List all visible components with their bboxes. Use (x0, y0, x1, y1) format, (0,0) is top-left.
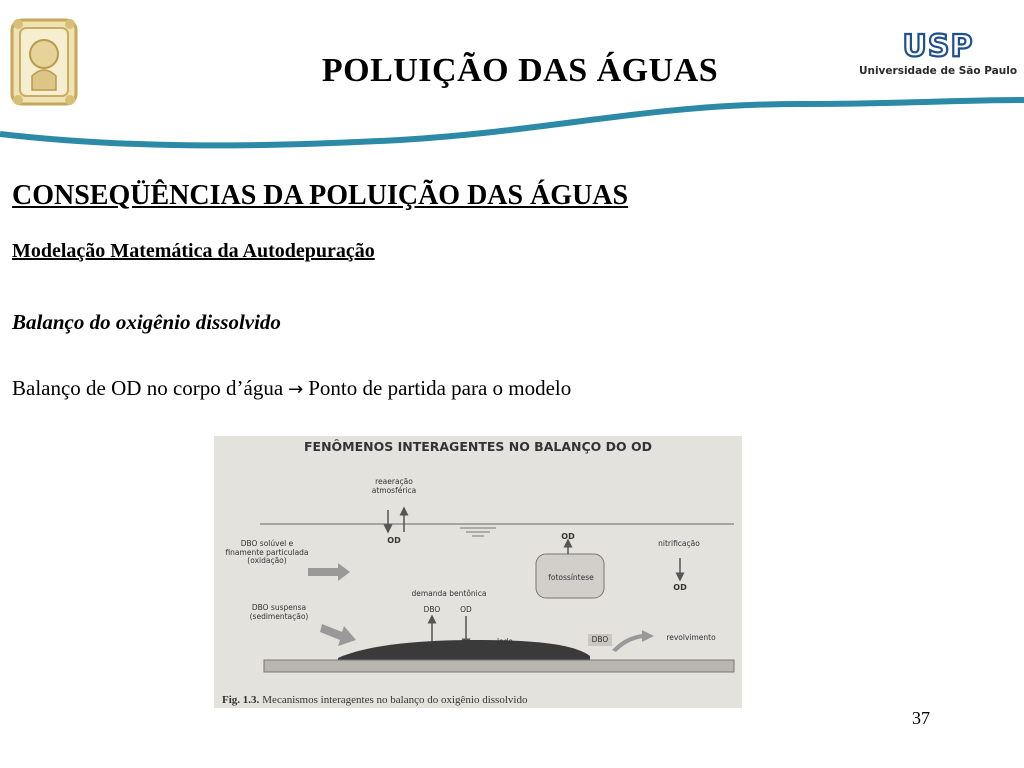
river-bed (264, 660, 734, 672)
label-photosynthesis: fotossíntese (548, 573, 594, 582)
body-text-prefix: Balanço de OD no corpo d’água (12, 376, 284, 400)
subheading: Modelação Matemática da Autodepuração (12, 240, 375, 262)
header-wave-divider (0, 90, 1024, 150)
label-dbo-soluble: DBO solúvel e finamente particulada (oxidação) (225, 539, 309, 565)
section-heading: CONSEQÜÊNCIAS DA POLUIÇÃO DAS ÁGUAS (12, 180, 629, 211)
resuspension-arrow (612, 630, 654, 652)
label-od-nitrif: OD (673, 583, 687, 592)
label-benthic-demand: demanda bentônica (411, 589, 487, 598)
sludge-layer (338, 637, 590, 660)
page-number: 37 (912, 708, 930, 728)
right-arrow-icon: → (288, 379, 304, 400)
od-balance-figure (214, 436, 742, 708)
label-od-benthic: OD (460, 605, 472, 614)
topic-heading: Balanço do oxigênio dissolvido (12, 310, 281, 334)
label-dbo-benthic: DBO (423, 605, 441, 614)
dbo-oxidation-arrow (308, 563, 350, 581)
label-nitrification: nitrificação (658, 539, 700, 548)
label-dbo-suspended: DBO suspensa (sedimentação) (249, 603, 309, 621)
label-od-photo: OD (561, 532, 575, 541)
body-text (12, 376, 571, 401)
label-sludge: lodo (496, 637, 514, 646)
figure-caption-text: Mecanismos interagentes no balanço do oxigênio dissolvido (262, 694, 528, 706)
label-resuspension: revolvimento (666, 633, 716, 642)
page-title: POLUIÇÃO DAS ÁGUAS (321, 52, 719, 89)
usp-subtitle: Universidade de São Paulo (858, 65, 1018, 77)
label-od-top: OD (387, 536, 401, 545)
figure-title: FENÔMENOS INTERAGENTES NO BALANÇO DO OD (304, 439, 652, 454)
figure-caption-label: Fig. 1.3. (222, 694, 260, 706)
sedimentation-arrow (320, 624, 356, 646)
figure-caption (222, 694, 527, 706)
body-text-suffix: Ponto de partida para o modelo (308, 376, 572, 400)
label-dbo-resusp: DBO (591, 635, 609, 644)
usp-logo-text: USP (902, 29, 974, 64)
label-reaeration: reaeração atmosférica (371, 477, 417, 495)
